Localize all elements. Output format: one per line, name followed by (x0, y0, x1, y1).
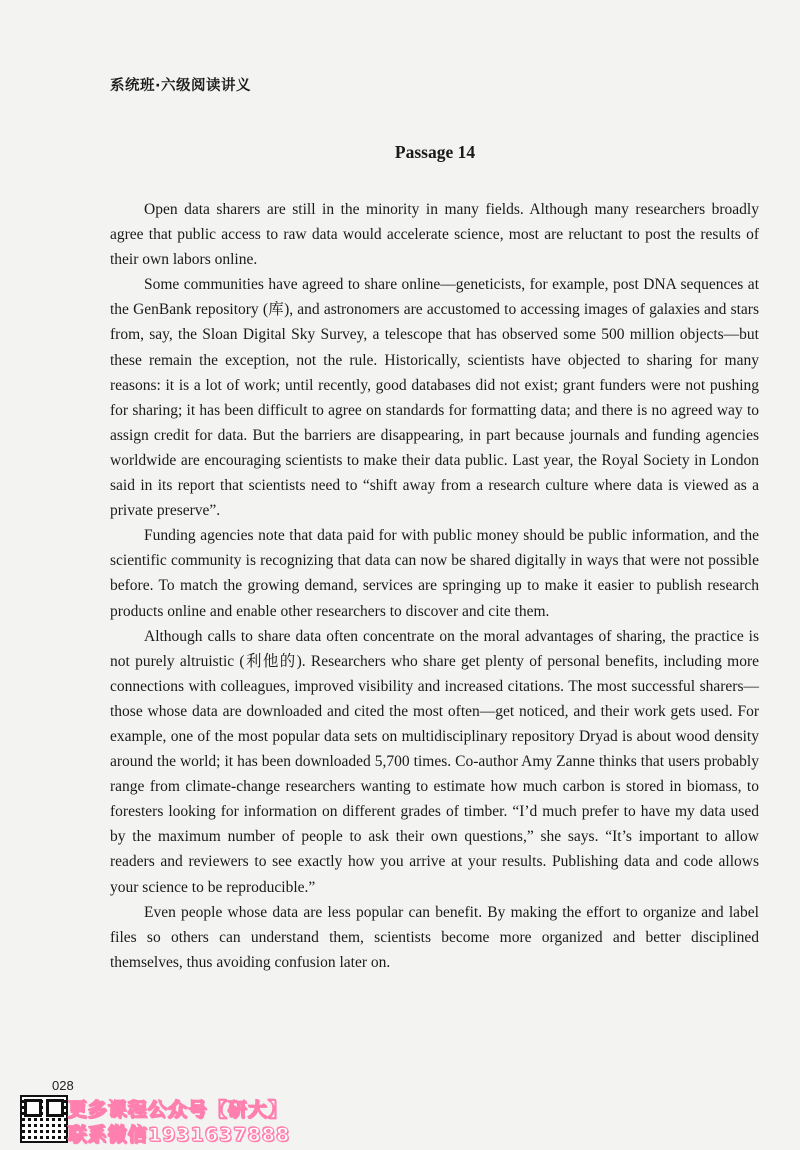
passage-title: Passage 14 (394, 142, 476, 162)
paragraph: Open data sharers are still in the minority in many fields. Although many researchers broadly agree that public access to raw data would accelerate science, most are reluctant to post the results of their own labors online. (110, 201, 759, 269)
qr-code-icon (20, 1095, 68, 1143)
paragraph: Some communities have agreed to share online—geneticists, for example, post DNA sequences at the GenBank repository (库), and astronomers are accustomed to accessing images of galaxies and stars from, say, the Sloan Digital Sky Survey, a telescope that has observed some 500 million objects—but these remain the exception, not the rule. Historically, scientists have objected to sharing for many reasons: it is a lot of work; until recently, good databases did not exist; grant funders were not pushing for sharing; it has been difficult to agree on standards for formatting data; and there is no agreed way to assign credit for data. But the barriers are disappearing, in part because journals and funding agencies worldwide are encouraging scientists to make their data public. Last year, the Royal Society in London said in its report that scientists need to “shift away from a research culture where data is viewed as a private preserve”. (110, 276, 759, 520)
paragraph: Even people whose data are less popular can benefit. By making the effort to organize and label files so others can understand them, scientists become more organized and better disciplined themselves, thus avoiding confusion later on. (110, 903, 759, 971)
passage-body (110, 197, 759, 975)
page-header: 系统班·六级阅读讲义 (110, 78, 252, 94)
page-number: 028 (52, 1078, 74, 1093)
watermark-line-1: 更多课程公众号【研大】 (68, 1099, 289, 1121)
paragraph: Funding agencies note that data paid for with public money should be public information, and the scientific community is recognizing that data can now be shared digitally in ways that were not possible before. To match the growing demand, services are springing up to make it easier to publish research products online and enable other researchers to discover and cite them. (110, 527, 759, 620)
paragraph: Although calls to share data often concentrate on the moral advantages of sharing, the practice is not purely altruistic (利他的). Researchers who share get plenty of personal benefits, including more connections with colleagues, improved visibility and increased citations. The most successful sharers—those whose data are downloaded and cited the most often—get noticed, and their work gets used. For example, one of the most popular data sets on multidisciplinary repository Dryad is about wood density around the world; it has been downloaded 5,700 times. Co-author Amy Zanne thinks that users probably range from climate-change researchers wanting to estimate how much carbon is stored in biomass, to foresters looking for information on different grades of timber. “I’d much prefer to have my data used by the maximum number of people to ask their own questions,” she says. “It’s important to allow readers and reviewers to see exactly how you arrive at your results. Publishing data and code allows your science to be reproducible.” (110, 627, 759, 896)
watermark-line-2: 联系微信1931637888 (68, 1124, 291, 1146)
